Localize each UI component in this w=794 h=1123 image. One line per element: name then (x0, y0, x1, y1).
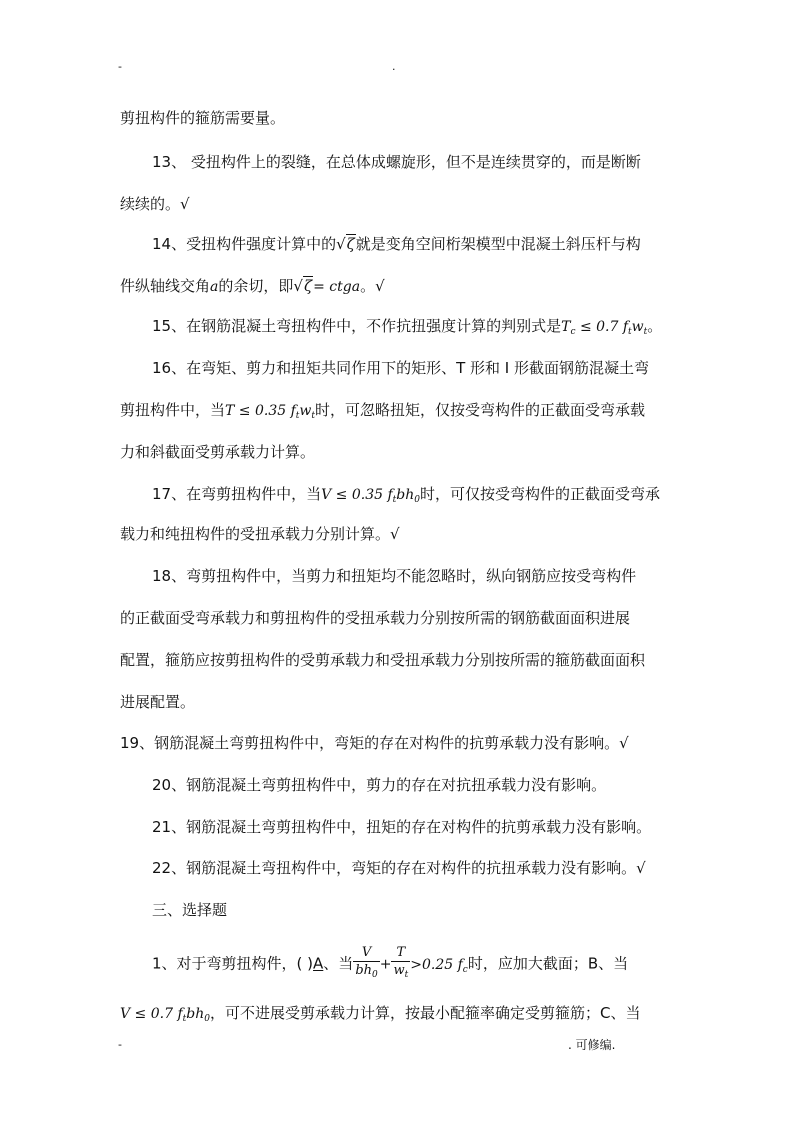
item-13-cont: 续续的。√ (120, 195, 190, 213)
ctg-equation: = ctga (313, 279, 361, 295)
item-21: 21、钢筋混凝土弯剪扭构件中，扭矩的存在对构件的抗剪承载力没有影响。 (152, 818, 652, 836)
item-14-text-d: 的余切，即 (218, 277, 294, 295)
item-14-text-e: 。√ (360, 277, 385, 295)
zeta-symbol: ζ (346, 235, 355, 253)
item-18: 18、弯剪扭构件中，当剪力和扭矩均不能忽略时，纵向钢筋应按受弯构件 (152, 567, 637, 585)
item-18-cont-2: 配置，箍筋应按剪扭构件的受剪承载力和受扭承载力分别按所需的箍筋截面面积 (120, 651, 646, 669)
item-19: 19、钢筋混凝土弯剪扭构件中，弯矩的存在对构件的抗剪承载力没有影响。√ (120, 734, 629, 752)
choice-1-text-b: 、当 (323, 954, 354, 973)
item-14-text-b: 就是变角空间桁架模型中混凝土斜压杆与构 (355, 235, 641, 253)
item-14 (152, 234, 641, 254)
choice-1-text-c: 时，应加大截面；B、当 (467, 954, 629, 973)
item-22: 22、钢筋混凝土弯扭构件中，弯矩的存在对构件的抗扭承载力没有影响。√ (152, 859, 646, 877)
item-15 (152, 316, 662, 342)
choice-1-text-d: ，可不进展受剪承载力计算，按最小配箍率确定受剪箍筋；C、当 (209, 1004, 641, 1022)
formula-tc: $T_c \le 0.7$ $f_tw_t$ (561, 319, 648, 337)
item-17-text-b: 时，可仅按受弯构件的正截面受弯承 (419, 485, 660, 503)
formula-v07: V ≤ 0.7 $f_tbh_0$ (120, 1006, 210, 1024)
text-line-1: 剪扭构件的箍筋需要量。 (120, 109, 286, 127)
header-dot: . (392, 60, 396, 73)
formula-gt025: >0.25 $f_c$ (410, 956, 468, 975)
item-15-text-a: 15、在钢筋混凝土弯扭构件中，不作抗扭强度计算的判别式是 (152, 317, 562, 335)
sqrt-sign: √ (336, 235, 346, 253)
item-17-cont: 载力和纯扭构件的受扭承载力分别计算。√ (120, 525, 400, 543)
footer-dash: - (118, 1038, 122, 1051)
plus-sign: + (379, 956, 392, 973)
fraction-t-wt: $\frac{T}{w_t}$ (393, 945, 409, 980)
item-20: 20、钢筋混凝土弯剪扭构件中，剪力的存在对抗扭承载力没有影响。 (152, 776, 607, 794)
formula-t035: T ≤ 0.35 $f_tw_t$ (225, 403, 316, 421)
section-heading: 三、选择题 (152, 901, 228, 919)
item-16-text-a: 剪扭构件中，当 (120, 401, 226, 419)
item-17-text-a: 17、在弯剪扭构件中，当 (152, 485, 322, 503)
item-17 (152, 484, 660, 510)
item-16-cont-2: 力和斜截面受剪承载力计算。 (120, 443, 316, 461)
sqrt-sign-2: √ (293, 277, 303, 295)
item-13: 13、 受扭构件上的裂缝，在总体成螺旋形，但不是连续贯穿的，而是断断 (152, 153, 641, 171)
item-15-text-b: 。 (647, 317, 663, 335)
item-14-text-a: 14、受扭构件强度计算中的 (152, 235, 337, 253)
item-16-cont-1 (120, 400, 645, 426)
choice-1-text-a: 1、对于弯剪扭构件，( ) (152, 954, 314, 973)
item-14-text-c: 件纵轴线交角 (120, 277, 211, 295)
item-14-cont (120, 276, 385, 297)
answer-letter: A (313, 954, 324, 973)
choice-1 (152, 944, 628, 984)
formula-v035: V ≤ 0.35 $f_tbh_0$ (321, 487, 420, 505)
zeta-symbol-2: ζ (303, 277, 313, 295)
item-18-cont-3: 进展配置。 (120, 693, 196, 711)
choice-1-cont (120, 1003, 640, 1029)
item-16: 16、在弯矩、剪力和扭矩共同作用下的矩形、T 形和 I 形截面钢筋混凝土弯 (152, 359, 649, 377)
fraction-v-bh0: $\frac{V}{bh_0}$ (355, 945, 378, 980)
item-16-text-b: 时，可忽略扭矩，仅按受弯构件的正截面受弯承载 (315, 401, 646, 419)
header-dash: - (118, 60, 122, 73)
alpha-symbol: a (210, 279, 219, 295)
footer-note: . 可修编. (568, 1038, 616, 1052)
item-18-cont-1: 的正截面受弯承载力和剪扭构件的受扭承载力分别按所需的钢筋截面面积进展 (120, 609, 631, 627)
